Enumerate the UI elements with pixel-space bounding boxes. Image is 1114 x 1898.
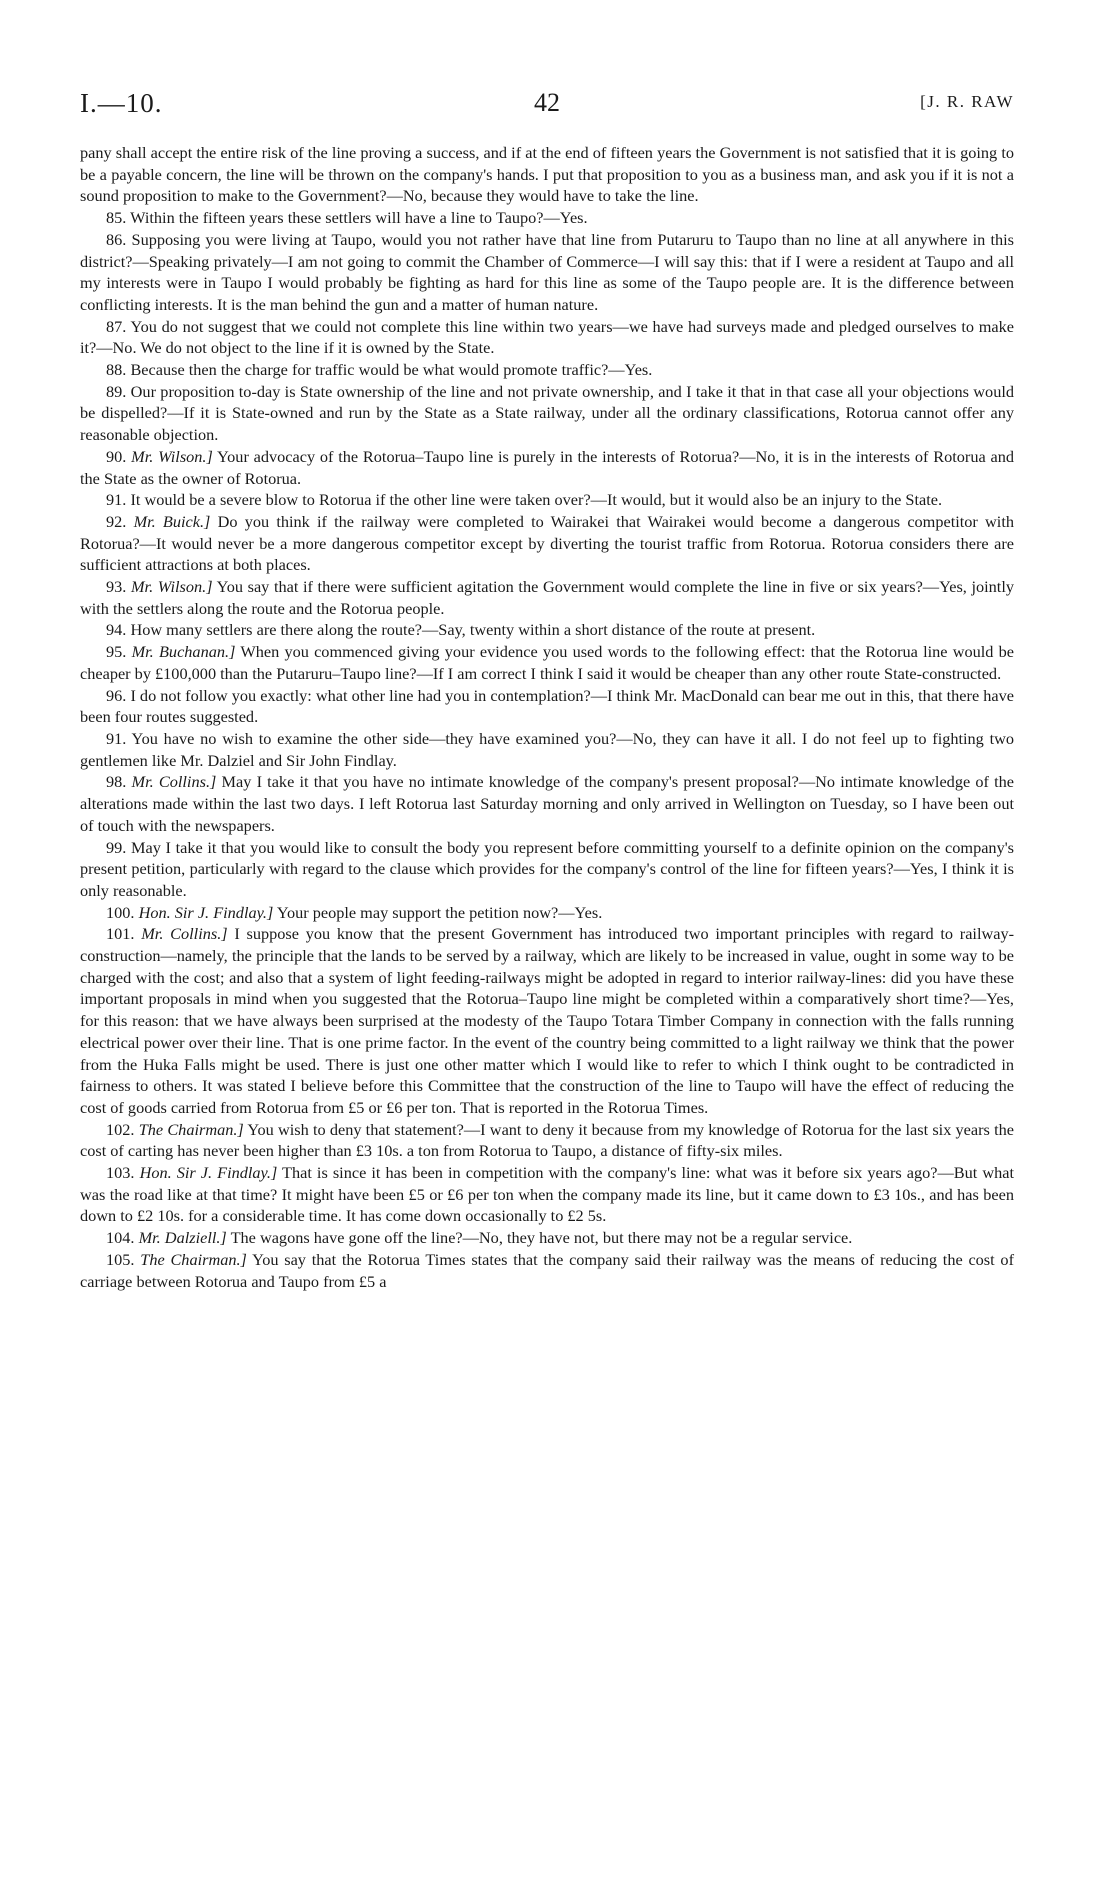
evidence-paragraph bbox=[80, 685, 1014, 728]
question-number: 87. bbox=[106, 316, 127, 336]
question-number: 93. bbox=[106, 577, 127, 597]
paragraph-text: You wish to deny that statement?—I want to deny it because from my knowledge of Rotorua for the last six years the cost of carting has never been higher than £3 10s. a ton from Rotorua to Taupo, a distance of fifty-six miles. bbox=[80, 1119, 1014, 1161]
paragraph-text: It would be a severe blow to Rotorua if the other line were taken over?—It would, but it would also be an injury to the State. bbox=[130, 490, 943, 510]
evidence-paragraph bbox=[80, 923, 1014, 1118]
speaker-name: The Chairman.] bbox=[140, 1249, 247, 1269]
question-number: 105. bbox=[106, 1249, 135, 1269]
paragraph-text: You have no wish to examine the other side—they have examined you?—No, they can have it all. I do not feel up to fighting two gentlemen like Mr. Dalziel and Sir John Findlay. bbox=[80, 728, 1015, 770]
speaker-name: Mr. Dalziell.] bbox=[138, 1228, 227, 1248]
paragraph-text: That is since it has been in competition with the company's line: what was it before six years ago?—But what was the road like at that time? It might have been £5 or £6 per ton when the company made its line, but it came down to £3 10s., and has been down to £2 10s. for a considerable time. It has come down occasionally to £2 5s. bbox=[80, 1163, 1014, 1226]
witness-name: [J. R. RAW bbox=[920, 92, 1014, 111]
paragraph-text: I do not follow you exactly: what other line had you in contemplation?—I think Mr. MacDonald can bear me out in this, that there have been four routes suggested. bbox=[80, 685, 1014, 727]
speaker-name: The Chairman.] bbox=[138, 1119, 244, 1139]
paragraph-text: How many settlers are there along the route?—Say, twenty within a short distance of the route at present. bbox=[130, 620, 816, 640]
paragraph-text: The wagons have gone off the line?—No, they have not, but there may not be a regular service. bbox=[230, 1228, 853, 1248]
evidence-paragraph bbox=[80, 359, 1014, 381]
speaker-name: Mr. Collins.] bbox=[141, 924, 228, 944]
evidence-paragraph bbox=[80, 837, 1014, 902]
question-number: 88. bbox=[106, 360, 127, 380]
evidence-paragraph bbox=[80, 902, 1014, 924]
question-number: 96. bbox=[106, 685, 127, 705]
question-number: 92. bbox=[106, 511, 127, 531]
question-number: 90. bbox=[106, 446, 127, 466]
evidence-paragraph bbox=[80, 511, 1014, 576]
paragraph-text: Within the fifteen years these settlers will have a line to Taupo?—Yes. bbox=[130, 208, 588, 228]
question-number: 94. bbox=[106, 620, 127, 640]
page-header bbox=[80, 88, 1014, 128]
paragraph-text: Do you think if the railway were completed to Wairakei that Wairakei would become a dangerous competitor with Rotorua?—It would never be a more dangerous competitor except by diverting the tourist traffic from Rotorua. Rotorua considers there are sufficient attractions at both places. bbox=[80, 511, 1014, 575]
speaker-name: Hon. Sir J. Findlay.] bbox=[139, 1163, 278, 1183]
minutes-of-evidence-text bbox=[80, 142, 1014, 1292]
speaker-name: Mr. Wilson.] bbox=[131, 577, 213, 597]
question-number: 89. bbox=[106, 381, 127, 401]
document-reference: I.—10. bbox=[80, 88, 163, 118]
question-number: 103. bbox=[106, 1163, 135, 1183]
speaker-name: Hon. Sir J. Findlay.] bbox=[138, 902, 274, 922]
question-number: 91. bbox=[106, 728, 127, 748]
paragraph-text: Your people may support the petition now?—Yes. bbox=[276, 902, 603, 922]
evidence-paragraph bbox=[80, 207, 1014, 229]
paragraph-text: May I take it that you have no intimate knowledge of the company's present proposal?—No intimate knowledge of the alterations made within the last two days. I left Rotorua last Saturday morning and only arrived in Wellington on Tuesday, so I have been out of touch with the newspapers. bbox=[80, 772, 1014, 835]
paragraph-text: Because then the charge for traffic would be what would promote traffic?—Yes. bbox=[130, 360, 653, 380]
paragraph-text: pany shall accept the entire risk of the line proving a success, and if at the end of fifteen years the Government is not satisfied that it is going to be a payable concern, the line will be thrown on the company's hands. I put that proposition to you as a business man, and ask you if it is not a sound proposition to make to the Government?—No, because they would have to take the line. bbox=[80, 143, 1014, 206]
evidence-paragraph bbox=[80, 316, 1014, 359]
question-number: 98. bbox=[106, 772, 127, 792]
page-number: 42 bbox=[534, 88, 560, 117]
question-number: 102. bbox=[106, 1119, 135, 1139]
paragraph-text: You do not suggest that we could not complete this line within two years—we have had surveys made and pledged ourselves to make it?—No. We do not object to the line if it is owned by the State. bbox=[80, 316, 1015, 358]
evidence-paragraph bbox=[80, 229, 1014, 316]
paragraph-text: When you commenced giving your evidence you used words to the following effect: that the Rotorua line would be cheaper by £100,000 than the Putaruru–Taupo line?—If I am correct I think I said it would be cheaper than any other route State-constructed. bbox=[80, 642, 1015, 683]
question-number: 99. bbox=[106, 837, 127, 857]
evidence-paragraph bbox=[80, 489, 1014, 511]
speaker-name: Mr. Wilson.] bbox=[131, 446, 213, 466]
evidence-paragraph bbox=[80, 381, 1014, 446]
question-number: 95. bbox=[106, 642, 127, 662]
paragraph-text: Your advocacy of the Rotorua–Taupo line is purely in the interests of Rotorua?—No, it is in the interests of Rotorua and the State as the owner of Rotorua. bbox=[80, 446, 1014, 488]
question-number: 100. bbox=[106, 902, 135, 922]
evidence-paragraph bbox=[80, 728, 1014, 771]
paragraph-text: Supposing you were living at Taupo, would you not rather have that line from Putaruru to Taupo than no line at all anywhere in this district?—Speaking privately—I am not going to commit the Chamber of Commerce—I will say this: that if I were a resident at Taupo and all my interests were in Taupo I would probably be fighting as hard for this line as some of the Taupo people are. It is the difference between conflicting interests. It is the man behind the gun and a matter of human nature. bbox=[80, 229, 1014, 314]
paragraph-text: Our proposition to-day is State ownership of the line and not private ownership, and I take it that in that case all your objections would be dispelled?—If it is State-owned and run by the State as a State railway, under all the ordinary classifications, Rotorua cannot offer any reasonable objection. bbox=[80, 381, 1014, 445]
evidence-paragraph bbox=[80, 142, 1014, 207]
speaker-name: Mr. Buchanan.] bbox=[131, 642, 236, 662]
evidence-paragraph bbox=[80, 446, 1014, 489]
evidence-paragraph bbox=[80, 641, 1014, 684]
question-number: 91. bbox=[106, 490, 127, 510]
evidence-paragraph bbox=[80, 619, 1014, 641]
speaker-name: Mr. Buick.] bbox=[133, 511, 211, 531]
paragraph-text: You say that the Rotorua Times states that the company said their railway was the means of reducing the cost of carriage between Rotorua and Taupo from £5 a bbox=[80, 1249, 1014, 1291]
evidence-paragraph bbox=[80, 1249, 1014, 1292]
paragraph-text: May I take it that you would like to consult the body you represent before committing yourself to a definite opinion on the company's present petition, particularly with regard to the clause which provides for the company's control of the line for fifteen years?—Yes, I think it is only reasonable. bbox=[80, 837, 1014, 900]
speaker-name: Mr. Collins.] bbox=[131, 772, 217, 792]
paragraph-text: I suppose you know that the present Government has introduced two important principles with regard to railway-construction—namely, the principle that the lands to be served by a railway, which are likely to be increased in value, ought in some way to be charged with the cost; and also that a system of light feeding-railways might be adopted in regard to interior railway-lines: did you have these important proposals in mind when you suggested that the Rotorua–Taupo line might be completed within a comparatively short time?—Yes, for this reason: that we have always been surprised at the modesty of the Taupo Totara Timber Company in connection with the falls running electrical power over their line. That is one prime factor. In the event of the country being committed to a light railway we think that the power from the Huka Falls might be used. There is just one other matter which I would like to refer to which I think ought to be contradicted in fairness to others. It was stated I believe before this Committee that the construction of the line to Taupo will have the effect of reducing the cost of goods carried from Rotorua from £5 or £6 per ton. That is reported in the Rotorua Times. bbox=[80, 924, 1015, 1117]
evidence-paragraph bbox=[80, 1227, 1014, 1249]
question-number: 101. bbox=[106, 924, 135, 944]
evidence-paragraph bbox=[80, 1162, 1014, 1227]
question-number: 85. bbox=[106, 208, 127, 228]
evidence-paragraph bbox=[80, 1119, 1014, 1162]
question-number: 86. bbox=[106, 229, 127, 249]
evidence-paragraph bbox=[80, 771, 1014, 836]
evidence-paragraph bbox=[80, 576, 1014, 619]
paragraph-text: You say that if there were sufficient agitation the Government would complete the line in five or six years?—Yes, jointly with the settlers along the route and the Rotorua people. bbox=[80, 577, 1014, 618]
question-number: 104. bbox=[106, 1228, 135, 1248]
